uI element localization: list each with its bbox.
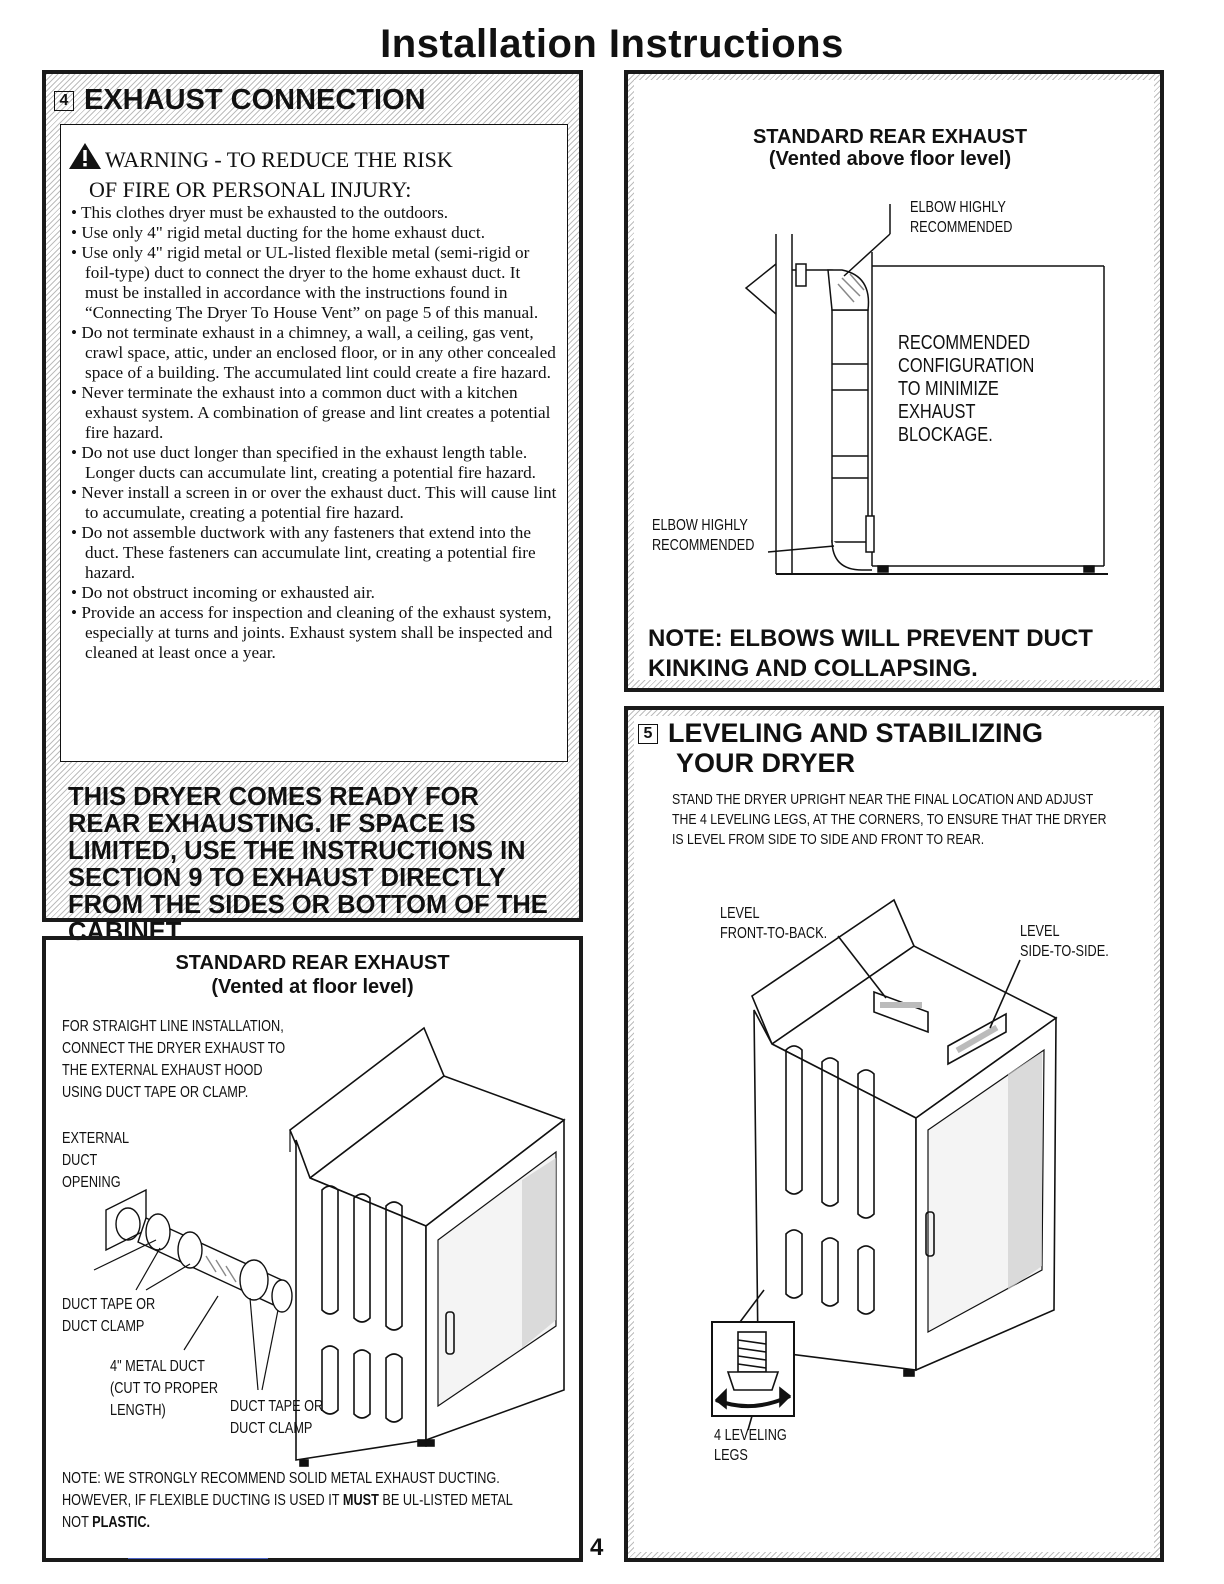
label-line: OPENING: [62, 1174, 121, 1191]
section-number-badge: 4: [54, 91, 74, 111]
floor-exhaust-diagram: [46, 940, 579, 1558]
label-line: ELBOW HIGHLY: [652, 517, 748, 534]
floor-level-exhaust-panel: [42, 936, 583, 1562]
label-line: ELBOW HIGHLY: [910, 199, 1006, 216]
label-line: (CUT TO PROPER: [110, 1380, 219, 1397]
elbow-note: NOTE: ELBOWS WILL PREVENT DUCT KINKING AND COLLAPSING.: [648, 625, 1093, 682]
leveling-diagram: [628, 710, 1160, 1558]
label-line: LEGS: [714, 1447, 748, 1464]
dryer-illustration: [290, 1028, 564, 1466]
warning-box: [60, 124, 568, 762]
warning-title: [71, 147, 453, 173]
note-line: NOTE: WE STRONGLY RECOMMEND SOLID METAL EXHAUST DUCTING.: [62, 1470, 500, 1487]
label-line: EXTERNAL: [62, 1130, 130, 1147]
warning-title-line1: WARNING - TO REDUCE THE RISK: [105, 147, 453, 172]
warning-item: • Do not use duct longer than specified in the exhaust length table. Longer ducts can accumulate lint, creating a potential fire hazard.: [71, 443, 557, 483]
section-5-title-line1: LEVELING AND STABILIZING: [668, 718, 1043, 748]
page-title: Installation Instructions: [380, 22, 844, 66]
warning-item: • This clothes dryer must be exhausted to the outdoors.: [71, 203, 557, 223]
warning-list: [71, 203, 557, 663]
intro-line: USING DUCT TAPE OR CLAMP.: [62, 1084, 249, 1101]
page-number: 4: [590, 1534, 604, 1561]
label-line: FRONT-TO-BACK.: [720, 925, 828, 942]
note-emphasis: MUST: [342, 1492, 379, 1509]
warning-triangle-icon: [67, 141, 103, 171]
floor-exhaust-subtitle: (Vented at floor level): [211, 976, 414, 998]
label-line: TO MINIMIZE: [898, 378, 999, 400]
rear-exhaust-ready-note: THIS DRYER COMES READY FOR REAR EXHAUSTING. IF SPACE IS LIMITED, USE THE INSTRUCTIONS IN SECTION 9 TO EXHAUST DIRECTLY FROM THE SIDES OR BOTTOM OF THE CABINET.: [68, 783, 548, 946]
section-4-title: EXHAUST CONNECTION: [84, 84, 426, 116]
label-leveling-legs: [714, 1426, 787, 1466]
above-exhaust-subtitle: (Vented above floor level): [768, 148, 1012, 170]
warning-item: • Do not assemble ductwork with any fasteners that extend into the duct. These fasteners can accumulate lint, creating a potential fire hazard.: [71, 523, 557, 583]
section-exhaust-connection: [42, 70, 583, 946]
label-elbow-top: [910, 198, 1012, 238]
footer-rule: [128, 1558, 268, 1559]
section-number-badge: 5: [638, 724, 658, 744]
label-line: 4" METAL DUCT: [110, 1358, 205, 1375]
label-line: DUCT CLAMP: [230, 1420, 313, 1437]
note-line: [62, 1490, 513, 1512]
above-exhaust-diagram: [628, 74, 1160, 688]
label-line: 4 LEVELING: [714, 1427, 787, 1444]
instruction-line: STAND THE DRYER UPRIGHT NEAR THE FINAL LOCATION AND ADJUST: [672, 791, 1094, 808]
section-4-heading: [54, 84, 426, 117]
metal-duct: [138, 1214, 292, 1312]
warning-item: • Never terminate the exhaust into a common duct with a kitchen exhaust system. A combination of grease and lint creates a potential fire hazard.: [71, 383, 557, 443]
label-line: EXHAUST: [898, 401, 976, 423]
note-line: [62, 1512, 513, 1534]
label-level-side-to-side: [1020, 922, 1109, 962]
label-metal-duct: [110, 1356, 218, 1422]
label-recommended-configuration: [898, 332, 1034, 447]
warning-item: • Provide an access for inspection and cleaning of the exhaust system, especially at turns and joints. Exhaust system shall be inspected and cleaned at least once a year.: [71, 603, 557, 663]
label-line: LENGTH): [110, 1402, 166, 1419]
label-elbow-bottom: [652, 516, 754, 556]
instruction-line: THE 4 LEVELING LEGS, AT THE CORNERS, TO ENSURE THAT THE DRYER: [672, 811, 1107, 828]
label-line: LEVEL: [1020, 923, 1060, 940]
note-emphasis: PLASTIC.: [92, 1514, 151, 1531]
label-line: RECOMMENDED: [898, 332, 1031, 354]
note-text: NOT: [62, 1514, 93, 1531]
label-duct-tape-2: [230, 1396, 323, 1440]
note-text: HOWEVER, IF FLEXIBLE DUCTING IS USED IT: [62, 1492, 343, 1509]
section-5-title-line2: YOUR DRYER: [676, 748, 856, 778]
note-text: BE UL-LISTED METAL: [378, 1492, 513, 1509]
warning-item: • Never install a screen in or over the exhaust duct. This will cause lint to accumulate, creating a potential fire hazard.: [71, 483, 557, 523]
label-line: SIDE-TO-SIDE.: [1020, 943, 1109, 960]
label-line: DUCT: [62, 1152, 98, 1169]
label-line: DUCT TAPE OR: [62, 1296, 156, 1313]
intro-line: CONNECT THE DRYER EXHAUST TO: [62, 1040, 286, 1057]
warning-item: • Use only 4" rigid metal ducting for the home exhaust duct.: [71, 223, 557, 243]
intro-line: THE EXTERNAL EXHAUST HOOD: [62, 1062, 263, 1079]
label-duct-tape-1: [62, 1294, 155, 1338]
above-floor-exhaust-panel: [624, 70, 1164, 692]
above-exhaust-title: STANDARD REAR EXHAUST: [752, 126, 1028, 148]
label-line: BLOCKAGE.: [898, 424, 993, 446]
section-leveling: [624, 706, 1164, 1562]
label-line: RECOMMENDED: [652, 537, 755, 554]
floor-exhaust-note: [62, 1468, 513, 1534]
label-line: RECOMMENDED: [910, 219, 1013, 236]
label-line: DUCT TAPE OR: [230, 1398, 324, 1415]
warning-item: • Use only 4" rigid metal or UL-listed flexible metal (semi-rigid or foil-type) duct to connect the dryer to the home exhaust duct. It must be installed in accordance with the instructions found in “Connecting The Dryer To House Vent” on page 5 of this manual.: [71, 243, 557, 323]
label-line: DUCT CLAMP: [62, 1318, 145, 1335]
label-line: CONFIGURATION: [898, 355, 1035, 377]
label-level-front-to-back: [720, 904, 827, 944]
instruction-line: IS LEVEL FROM SIDE TO SIDE AND FRONT TO REAR.: [672, 831, 985, 848]
floor-exhaust-title: STANDARD REAR EXHAUST: [175, 952, 450, 974]
label-line: LEVEL: [720, 905, 760, 922]
intro-line: FOR STRAIGHT LINE INSTALLATION,: [62, 1018, 284, 1035]
label-external-duct-opening: [62, 1128, 129, 1194]
warning-item: • Do not obstruct incoming or exhausted air.: [71, 583, 557, 603]
warning-item: • Do not terminate exhaust in a chimney, a wall, a ceiling, gas vent, crawl space, attic, under an enclosed floor, or in any other concealed space of a building. The accumulated lint could create a fire hazard.: [71, 323, 557, 383]
warning-title-line2: OF FIRE OR PERSONAL INJURY:: [89, 177, 412, 202]
